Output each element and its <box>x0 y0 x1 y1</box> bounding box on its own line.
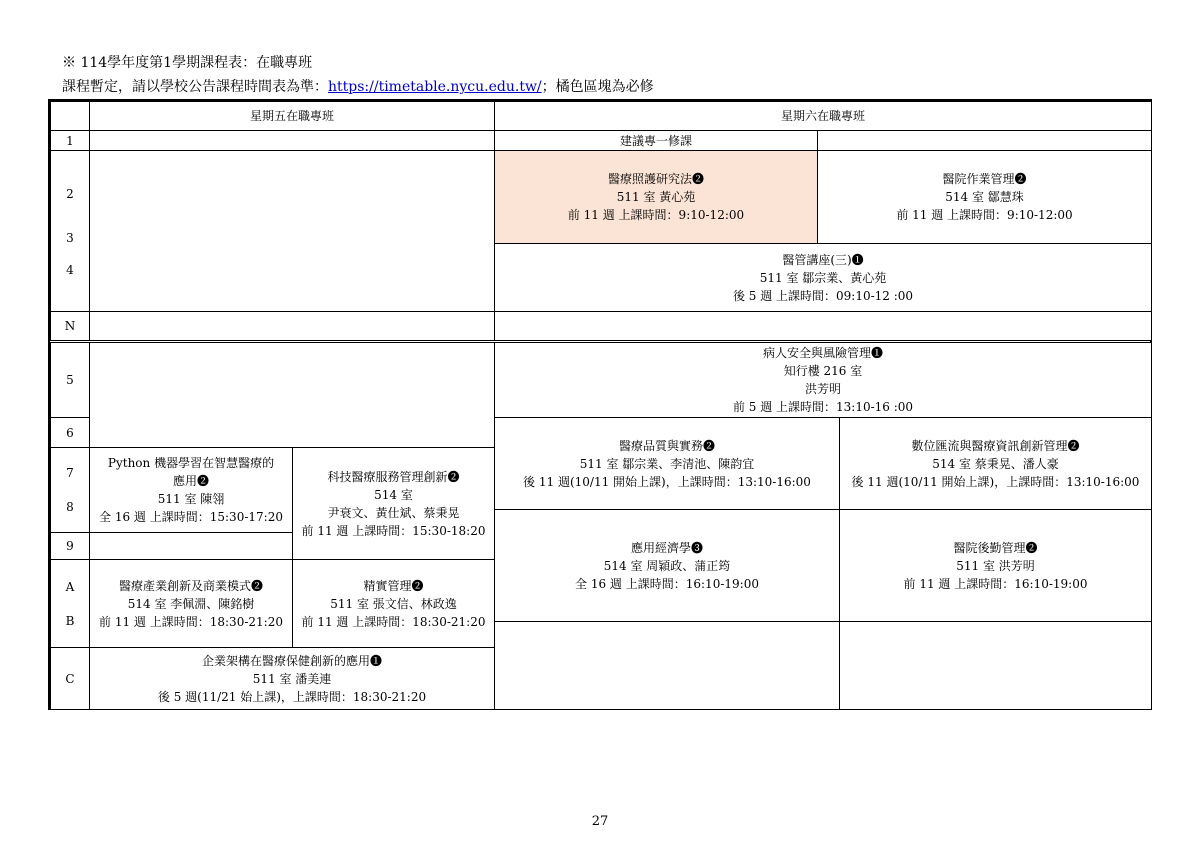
row-label-a-b <box>50 559 90 648</box>
course-python <box>89 447 293 533</box>
row-label-2-4 <box>50 150 90 312</box>
row-label-a: A <box>65 579 75 594</box>
course-seminar <box>494 243 1152 312</box>
course-econ-title: 應用經濟學❸ <box>630 540 703 555</box>
sat-slot-1-right <box>817 130 1152 151</box>
subtitle-suffix: ；橘色區塊為必修 <box>541 79 654 95</box>
row-label-9: 9 <box>50 532 90 560</box>
course-quality-time: 後 11 週(10/11 開始上課)，上課時間：13:10-16:00 <box>523 474 811 489</box>
course-digital <box>839 417 1152 510</box>
row-label-7: 7 <box>66 466 74 480</box>
course-research-method <box>494 150 818 244</box>
course-python-room: 511 室 陳翎 <box>157 492 225 506</box>
sat-slot-b-c-right <box>839 621 1152 710</box>
course-lean-title: 精實管理❷ <box>363 578 424 593</box>
course-quality-title: 醫療品質與實務❷ <box>618 438 715 453</box>
fri-slot-n <box>89 311 495 341</box>
sat-slot-n <box>494 311 1152 341</box>
subtitle-prefix: 課程暫定，請以學校公告課程時間表為準： <box>62 79 328 95</box>
course-enterprise <box>89 647 495 710</box>
course-seminar-title: 醫管講座(三)❶ <box>782 252 864 267</box>
course-tech-room: 514 室 <box>374 487 413 502</box>
course-lean-time: 前 11 週 上課時間：18:30-21:20 <box>301 614 486 629</box>
row-label-8: 8 <box>66 500 74 514</box>
course-quality <box>494 417 840 510</box>
course-safety-time: 前 5 週 上課時間：13:10-16 :00 <box>732 400 914 414</box>
course-research-room: 511 室 黃心苑 <box>616 190 696 204</box>
course-industry <box>89 559 293 648</box>
row-label-1: 1 <box>50 130 90 151</box>
course-industry-time: 前 11 週 上課時間：18:30-21:20 <box>99 614 283 629</box>
course-research-time: 前 11 週 上課時間：9:10-12:00 <box>567 208 745 222</box>
course-safety-teacher: 洪芳明 <box>804 382 841 396</box>
course-logistics <box>839 509 1152 622</box>
course-python-time: 全 16 週 上課時間：15:30-17:20 <box>99 510 283 524</box>
course-seminar-time: 後 5 週 上課時間：09:10-12 :00 <box>732 288 914 303</box>
course-tech-service <box>292 447 495 560</box>
sat-slot-b-c-left <box>494 621 840 710</box>
page-title: ※ 114學年度第1學期課程表：在職專班 <box>62 55 313 71</box>
course-logistics-room: 511 室 洪芳明 <box>956 558 1035 573</box>
fri-slot-9 <box>89 532 293 560</box>
course-logistics-time: 前 11 週 上課時間：16:10-19:00 <box>903 576 1088 591</box>
page-number: 27 <box>591 814 609 829</box>
course-digital-title: 數位匯流與醫療資訊創新管理❷ <box>911 438 1080 453</box>
row-label-b: B <box>65 613 75 628</box>
course-safety-room: 知行樓 216 室 <box>783 364 863 378</box>
course-logistics-title: 醫院後勤管理❷ <box>953 540 1038 555</box>
course-hospital-ops <box>817 150 1152 244</box>
course-enterprise-room: 511 室 潘美連 <box>252 671 332 686</box>
course-digital-room: 514 室 蔡秉晃、潘人豪 <box>932 456 1059 471</box>
header-saturday: 星期六在職專班 <box>494 101 1152 131</box>
course-industry-room: 514 室 李佩淵、陳銘樹 <box>127 596 255 611</box>
course-lean <box>292 559 495 648</box>
course-hospital-ops-room: 514 室 鄒慧珠 <box>945 190 1024 204</box>
row-label-4: 4 <box>66 263 74 277</box>
fri-slot-2-4 <box>89 150 495 312</box>
row-label-3: 3 <box>66 231 74 245</box>
row-label-7-8 <box>50 447 90 533</box>
course-econ-time: 全 16 週 上課時間：16:10-19:00 <box>575 576 759 591</box>
row-label-6: 6 <box>50 417 90 448</box>
course-python-title-2: 應用❷ <box>172 474 209 488</box>
course-tech-time: 前 11 週 上課時間：15:30-18:20 <box>301 523 486 538</box>
course-seminar-room: 511 室 鄒宗業、黃心苑 <box>759 270 887 285</box>
course-hospital-ops-time: 前 11 週 上課時間：9:10-12:00 <box>896 208 1073 222</box>
course-patient-safety <box>494 342 1152 418</box>
timetable-link[interactable]: https://timetable.nycu.edu.tw/ <box>328 79 542 95</box>
fri-slot-1 <box>89 130 495 151</box>
timetable-grid <box>48 99 1152 710</box>
course-economics <box>494 509 840 622</box>
course-enterprise-title: 企業架構在醫療保健創新的應用❶ <box>201 653 382 668</box>
sat-recommend: 建議專一修課 <box>494 130 818 151</box>
header-friday: 星期五在職專班 <box>89 101 495 131</box>
course-econ-room: 514 室 周穎政、蒲正筠 <box>603 558 731 573</box>
row-label-c: C <box>50 647 90 710</box>
page-subtitle <box>62 76 654 96</box>
row-label-2: 2 <box>66 187 74 201</box>
course-digital-time: 後 11 週(10/11 開始上課)，上課時間：13:10-16:00 <box>851 474 1140 489</box>
row-label-5: 5 <box>50 342 90 418</box>
corner-cell <box>50 101 90 131</box>
course-research-title: 醫療照護研究法❷ <box>607 172 704 186</box>
course-quality-room: 511 室 鄒宗業、李清池、陳韵宜 <box>579 456 755 471</box>
course-lean-room: 511 室 張文信、林政逸 <box>330 596 457 611</box>
row-label-n: N <box>50 311 90 341</box>
course-tech-title: 科技醫療服務管理創新❷ <box>327 469 460 484</box>
course-tech-teachers: 尹衰文、黃仕斌、蔡秉晃 <box>327 505 460 520</box>
course-enterprise-time: 後 5 週(11/21 始上課)，上課時間：18:30-21:20 <box>157 689 427 704</box>
course-python-title: Python 機器學習在智慧醫療的 <box>107 456 275 470</box>
course-hospital-ops-title: 醫院作業管理❷ <box>942 172 1027 186</box>
course-industry-title: 醫療產業創新及商業模式❷ <box>118 578 263 593</box>
course-safety-title: 病人安全與風險管理❶ <box>762 346 883 360</box>
fri-slot-5-6 <box>89 342 495 448</box>
